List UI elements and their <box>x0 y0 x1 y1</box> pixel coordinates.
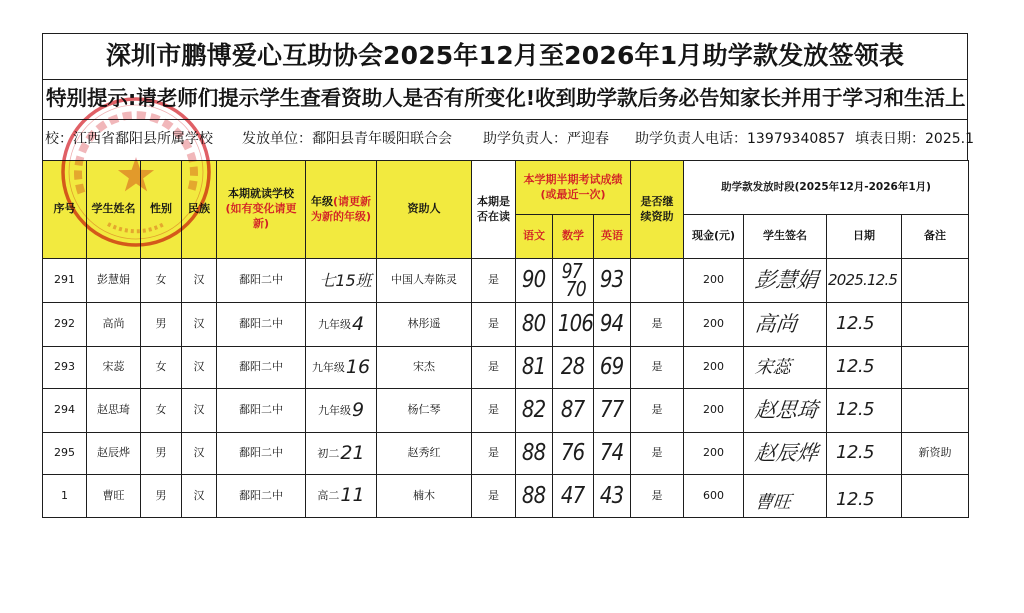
chinese-score-cell <box>516 389 553 433</box>
form-title-row <box>42 33 968 80</box>
score-handwritten: 93 <box>600 267 624 293</box>
student-signature: 赵辰烨 <box>753 441 820 466</box>
seq-cell-text: 294 <box>54 403 75 417</box>
ethnicity-cell <box>182 347 217 389</box>
math-score-cell <box>553 303 594 347</box>
enrolled-cell-text: 是 <box>488 360 499 374</box>
ethnicity-cell <box>182 433 217 475</box>
signature-cell <box>744 433 827 475</box>
ethnicity-cell <box>182 303 217 347</box>
chinese-score-cell <box>516 433 553 475</box>
gender-cell <box>141 389 182 433</box>
signature-cell <box>744 259 827 303</box>
grade-printed-text: 九年级 <box>311 360 345 374</box>
student-name-cell <box>87 303 141 347</box>
issuer-info <box>242 119 452 159</box>
fill-date-label: 填表日期： <box>855 131 925 147</box>
cash-cell <box>684 433 744 475</box>
score-handwritten: 47 <box>561 482 585 509</box>
handwritten-date: 2025.12.5 <box>828 271 898 290</box>
ethnicity-cell-text: 汉 <box>193 360 205 374</box>
cash-cell-text: 200 <box>703 273 725 287</box>
math-score-cell <box>553 347 594 389</box>
student-name-cell <box>87 389 141 433</box>
enrolled-cell <box>472 389 516 433</box>
cash-cell-text: 200 <box>703 403 725 417</box>
header-math <box>553 215 594 259</box>
ethnicity-cell-text: 汉 <box>193 273 205 287</box>
student-signature: 宋蕊 <box>753 357 793 378</box>
grade-cell <box>306 303 377 347</box>
header-chinese-label: 语文 <box>523 229 545 243</box>
header-scores <box>516 161 631 215</box>
student-name-cell <box>87 433 141 475</box>
continue-support-cell <box>631 433 684 475</box>
remark-cell <box>902 303 969 347</box>
sponsor-cell <box>377 303 472 347</box>
enrolled-cell <box>472 475 516 518</box>
seq-cell <box>43 433 87 475</box>
enrolled-cell-text: 是 <box>488 446 499 460</box>
continue-support-cell-text: 是 <box>651 446 663 460</box>
signature-cell <box>744 347 827 389</box>
student-signature: 曹旺 <box>753 491 793 512</box>
manager-label: 助学负责人： <box>483 131 567 147</box>
phone-value: 13979340857 <box>747 131 845 147</box>
english-score-cell <box>594 259 631 303</box>
header-grade-label: 年级 <box>310 194 333 208</box>
enrolled-cell <box>472 303 516 347</box>
header-student-name-label: 学生姓名 <box>91 202 136 216</box>
english-score-cell <box>594 475 631 518</box>
table-row <box>43 433 969 475</box>
official-seal <box>53 92 216 252</box>
header-sponsor <box>377 161 472 259</box>
score-handwritten: 77 <box>600 397 624 423</box>
score-handwritten: 94 <box>600 311 624 337</box>
header-continue-support-label: 是否继续资助 <box>640 194 674 223</box>
header-date <box>827 215 902 259</box>
grade-cell <box>306 347 377 389</box>
student-name-cell-text: 宋蕊 <box>102 360 125 374</box>
table-body <box>43 259 969 518</box>
date-cell <box>827 259 902 303</box>
ethnicity-cell-text: 汉 <box>193 446 205 460</box>
chinese-score-cell <box>516 475 553 518</box>
sponsor-cell-text: 楠木 <box>413 488 435 502</box>
student-name-cell <box>87 259 141 303</box>
enrolled-cell-text: 是 <box>488 403 499 417</box>
issuer-value: 鄱阳县青年暖阳联合会 <box>312 131 452 147</box>
seq-cell-text: 293 <box>54 360 75 374</box>
score-overwritten: 70 <box>565 276 586 301</box>
grade-printed-text: 初二 <box>317 446 340 460</box>
student-signature: 高尚 <box>753 312 799 337</box>
continue-support-cell <box>631 347 684 389</box>
grade-cell <box>306 389 377 433</box>
remark-cell <box>902 475 969 518</box>
student-name-cell-text: 赵辰烨 <box>97 446 130 460</box>
remark-cell <box>902 433 969 475</box>
special-notice: 特别提示:请老师们提示学生查看资助人是否有所变化!收到助学款后务必告知家长并用于学习和生活上 <box>46 86 966 110</box>
header-cash-label: 现金(元) <box>692 229 736 243</box>
grade-printed-text: 九年级 <box>317 317 351 331</box>
gender-cell <box>141 303 182 347</box>
school-cell <box>217 259 306 303</box>
school-cell-text: 鄱阳二中 <box>239 317 283 331</box>
header-scores-label: 本学期半期考试成绩 <box>523 172 623 186</box>
date-cell <box>827 433 902 475</box>
sponsor-cell <box>377 475 472 518</box>
cash-cell-text: 200 <box>703 446 725 460</box>
school-label: 校： <box>45 131 73 147</box>
sponsor-cell-text: 中国人寿陈灵 <box>391 273 457 287</box>
school-cell <box>217 433 306 475</box>
score-handwritten: 90 <box>522 267 546 293</box>
seq-cell-text: 292 <box>54 317 75 331</box>
grade-handwritten-text: 9 <box>351 398 365 421</box>
chinese-score-cell <box>516 303 553 347</box>
grade-handwritten-text: 七15班 <box>319 270 372 290</box>
ethnicity-cell-text: 汉 <box>193 403 205 417</box>
fill-date-info <box>855 119 974 159</box>
score-handwritten: 80 <box>522 311 546 337</box>
seq-cell-text: 291 <box>54 273 75 287</box>
continue-support-cell-text: 是 <box>651 403 663 417</box>
gender-cell <box>141 433 182 475</box>
signature-cell <box>744 475 827 518</box>
continue-support-cell <box>631 389 684 433</box>
cash-cell <box>684 347 744 389</box>
cash-cell <box>684 303 744 347</box>
continue-support-cell-text: 是 <box>651 360 663 374</box>
school-cell-text: 鄱阳二中 <box>239 488 283 502</box>
continue-support-cell-text: 是 <box>651 488 663 502</box>
header-ethnicity-label: 民族 <box>188 202 210 216</box>
sponsor-cell <box>377 259 472 303</box>
score-handwritten: 87 <box>561 397 585 423</box>
enrolled-cell <box>472 347 516 389</box>
score-handwritten: 69 <box>600 354 624 380</box>
table-row <box>43 347 969 389</box>
cash-cell <box>684 259 744 303</box>
math-score-cell <box>553 433 594 475</box>
header-chinese <box>516 215 553 259</box>
ethnicity-cell-text: 汉 <box>193 488 205 502</box>
score-handwritten: 76 <box>561 440 585 466</box>
cash-cell-text: 200 <box>703 317 725 331</box>
student-name-cell-text: 曹旺 <box>102 488 125 502</box>
school-cell <box>217 303 306 347</box>
student-signature: 赵思琦 <box>753 398 820 423</box>
manager-info <box>483 119 609 159</box>
sponsor-cell <box>377 433 472 475</box>
score-handwritten: 88 <box>522 440 546 466</box>
student-name-cell-text: 彭慧娟 <box>97 273 130 287</box>
sponsor-cell-text: 杨仁琴 <box>407 403 441 417</box>
score-handwritten: 28 <box>561 354 585 380</box>
handwritten-date: 12.5 <box>836 313 875 335</box>
grade-printed-text: 高二 <box>317 489 340 503</box>
school-cell <box>217 389 306 433</box>
cash-cell-text: 200 <box>703 360 725 374</box>
signature-cell <box>744 303 827 347</box>
continue-support-cell <box>631 303 684 347</box>
grade-handwritten-text: 16 <box>345 355 371 378</box>
seq-cell-text: 1 <box>61 488 68 502</box>
cash-cell <box>684 389 744 433</box>
score-correction <box>555 258 591 301</box>
sponsor-cell <box>377 347 472 389</box>
sponsor-cell-text: 宋杰 <box>413 360 435 374</box>
gender-cell-text: 女 <box>155 360 167 374</box>
score-handwritten: 106 <box>557 311 594 337</box>
header-remark-label: 备注 <box>924 229 947 243</box>
english-score-cell <box>594 433 631 475</box>
header-english-label: 英语 <box>601 229 624 243</box>
header-school-note: (如有变化请更新) <box>225 202 297 230</box>
header-scores-note: (或最近一次) <box>540 187 606 201</box>
handwritten-date: 12.5 <box>836 488 875 510</box>
sponsor-cell-text: 林彤遥 <box>407 317 441 331</box>
header-math-label: 数学 <box>562 229 584 243</box>
phone-info <box>635 119 845 159</box>
enrolled-cell <box>472 433 516 475</box>
school-cell-text: 鄱阳二中 <box>239 273 283 287</box>
header-cash <box>684 215 744 259</box>
school-cell-text: 鄱阳二中 <box>239 360 283 374</box>
gender-cell-text: 男 <box>155 488 167 502</box>
english-score-cell <box>594 347 631 389</box>
score-handwritten: 74 <box>600 440 624 466</box>
date-cell <box>827 347 902 389</box>
gender-cell <box>141 475 182 518</box>
grade-cell <box>306 259 377 303</box>
header-disbursement-period <box>684 161 969 215</box>
seq-cell <box>43 303 87 347</box>
remark-cell-text: 新资助 <box>918 446 952 460</box>
handwritten-date: 12.5 <box>836 442 875 464</box>
score-handwritten: 82 <box>522 397 546 423</box>
sponsor-cell <box>377 389 472 433</box>
ethnicity-cell <box>182 259 217 303</box>
chinese-score-cell <box>516 259 553 303</box>
fill-date-value: 2025.1 <box>925 131 974 147</box>
score-handwritten: 97 <box>561 258 582 283</box>
enrolled-cell <box>472 259 516 303</box>
header-grade <box>306 161 377 259</box>
math-score-cell <box>553 259 594 303</box>
enrolled-cell-text: 是 <box>488 273 499 287</box>
manager-value: 严迎春 <box>567 131 609 147</box>
score-handwritten: 43 <box>600 482 624 509</box>
header-disbursement-period-label: 助学款发放时段(2025年12月-2026年1月) <box>721 181 931 194</box>
header-seq-label: 序号 <box>53 202 76 216</box>
table-row <box>43 475 969 518</box>
date-cell <box>827 303 902 347</box>
header-enrolled <box>472 161 516 259</box>
cash-cell-text: 600 <box>703 488 725 502</box>
header-sponsor-label: 资助人 <box>407 202 441 216</box>
student-name-cell-text: 赵思琦 <box>97 403 130 417</box>
signature-cell <box>744 389 827 433</box>
header-gender-label: 性别 <box>150 202 172 216</box>
math-score-cell <box>553 389 594 433</box>
seq-cell <box>43 259 87 303</box>
gender-cell-text: 女 <box>155 403 167 417</box>
seq-cell <box>43 389 87 433</box>
english-score-cell <box>594 303 631 347</box>
continue-support-cell-text: 是 <box>651 317 663 331</box>
continue-support-cell <box>631 475 684 518</box>
seq-cell-text: 295 <box>54 446 75 460</box>
phone-label: 助学负责人电话： <box>635 131 747 147</box>
enrolled-cell-text: 是 <box>488 317 499 331</box>
gender-cell <box>141 259 182 303</box>
math-score-cell <box>553 475 594 518</box>
gender-cell-text: 女 <box>155 273 167 287</box>
table-row <box>43 259 969 303</box>
grade-cell <box>306 475 377 518</box>
issuer-label: 发放单位： <box>242 131 312 147</box>
english-score-cell <box>594 389 631 433</box>
score-handwritten: 81 <box>522 354 546 380</box>
remark-cell <box>902 259 969 303</box>
gender-cell <box>141 347 182 389</box>
grade-handwritten-text: 21 <box>340 441 365 464</box>
header-date-label: 日期 <box>853 229 876 243</box>
cash-cell <box>684 475 744 518</box>
date-cell <box>827 475 902 518</box>
remark-cell <box>902 389 969 433</box>
student-name-cell <box>87 475 141 518</box>
table-row <box>43 303 969 347</box>
header-signature-label: 学生签名 <box>763 229 808 243</box>
school-cell-text: 鄱阳二中 <box>239 403 283 417</box>
school-value: 江西省鄱阳县所属学校 <box>73 131 213 147</box>
school-cell-text: 鄱阳二中 <box>239 446 283 460</box>
ethnicity-cell <box>182 475 217 518</box>
school-cell <box>217 347 306 389</box>
handwritten-date: 12.5 <box>836 356 875 378</box>
student-name-cell-text: 高尚 <box>102 317 125 331</box>
header-school <box>217 161 306 259</box>
score-handwritten: 88 <box>522 482 546 509</box>
header-grade-note: (请更新为新的年级) <box>310 194 372 223</box>
handwritten-date: 12.5 <box>836 399 875 421</box>
seq-cell <box>43 475 87 518</box>
seq-cell <box>43 347 87 389</box>
remark-cell <box>902 347 969 389</box>
chinese-score-cell <box>516 347 553 389</box>
student-signature: 彭慧娟 <box>753 268 820 293</box>
ethnicity-cell <box>182 389 217 433</box>
gender-cell-text: 男 <box>155 317 167 331</box>
header-school-label: 本期就读学校 <box>228 187 294 201</box>
header-continue-support <box>631 161 684 259</box>
grade-handwritten-text: 11 <box>340 484 365 507</box>
form-title: 深圳市鹏博爱心互助协会2025年12月至2026年1月助学款发放签领表 <box>105 41 905 70</box>
table-row <box>43 389 969 433</box>
header-english <box>594 215 631 259</box>
grade-handwritten-text: 4 <box>351 312 365 335</box>
header-enrolled-label: 本期是否在读 <box>477 194 510 223</box>
student-name-cell <box>87 347 141 389</box>
sponsor-cell-text: 赵秀红 <box>407 446 441 460</box>
grade-printed-text: 九年级 <box>317 403 351 417</box>
grade-cell <box>306 433 377 475</box>
school-cell <box>217 475 306 518</box>
ethnicity-cell-text: 汉 <box>193 317 205 331</box>
continue-support-cell <box>631 259 684 303</box>
gender-cell-text: 男 <box>155 446 167 460</box>
header-remark <box>902 215 969 259</box>
enrolled-cell-text: 是 <box>488 488 499 502</box>
header-signature <box>744 215 827 259</box>
date-cell <box>827 389 902 433</box>
